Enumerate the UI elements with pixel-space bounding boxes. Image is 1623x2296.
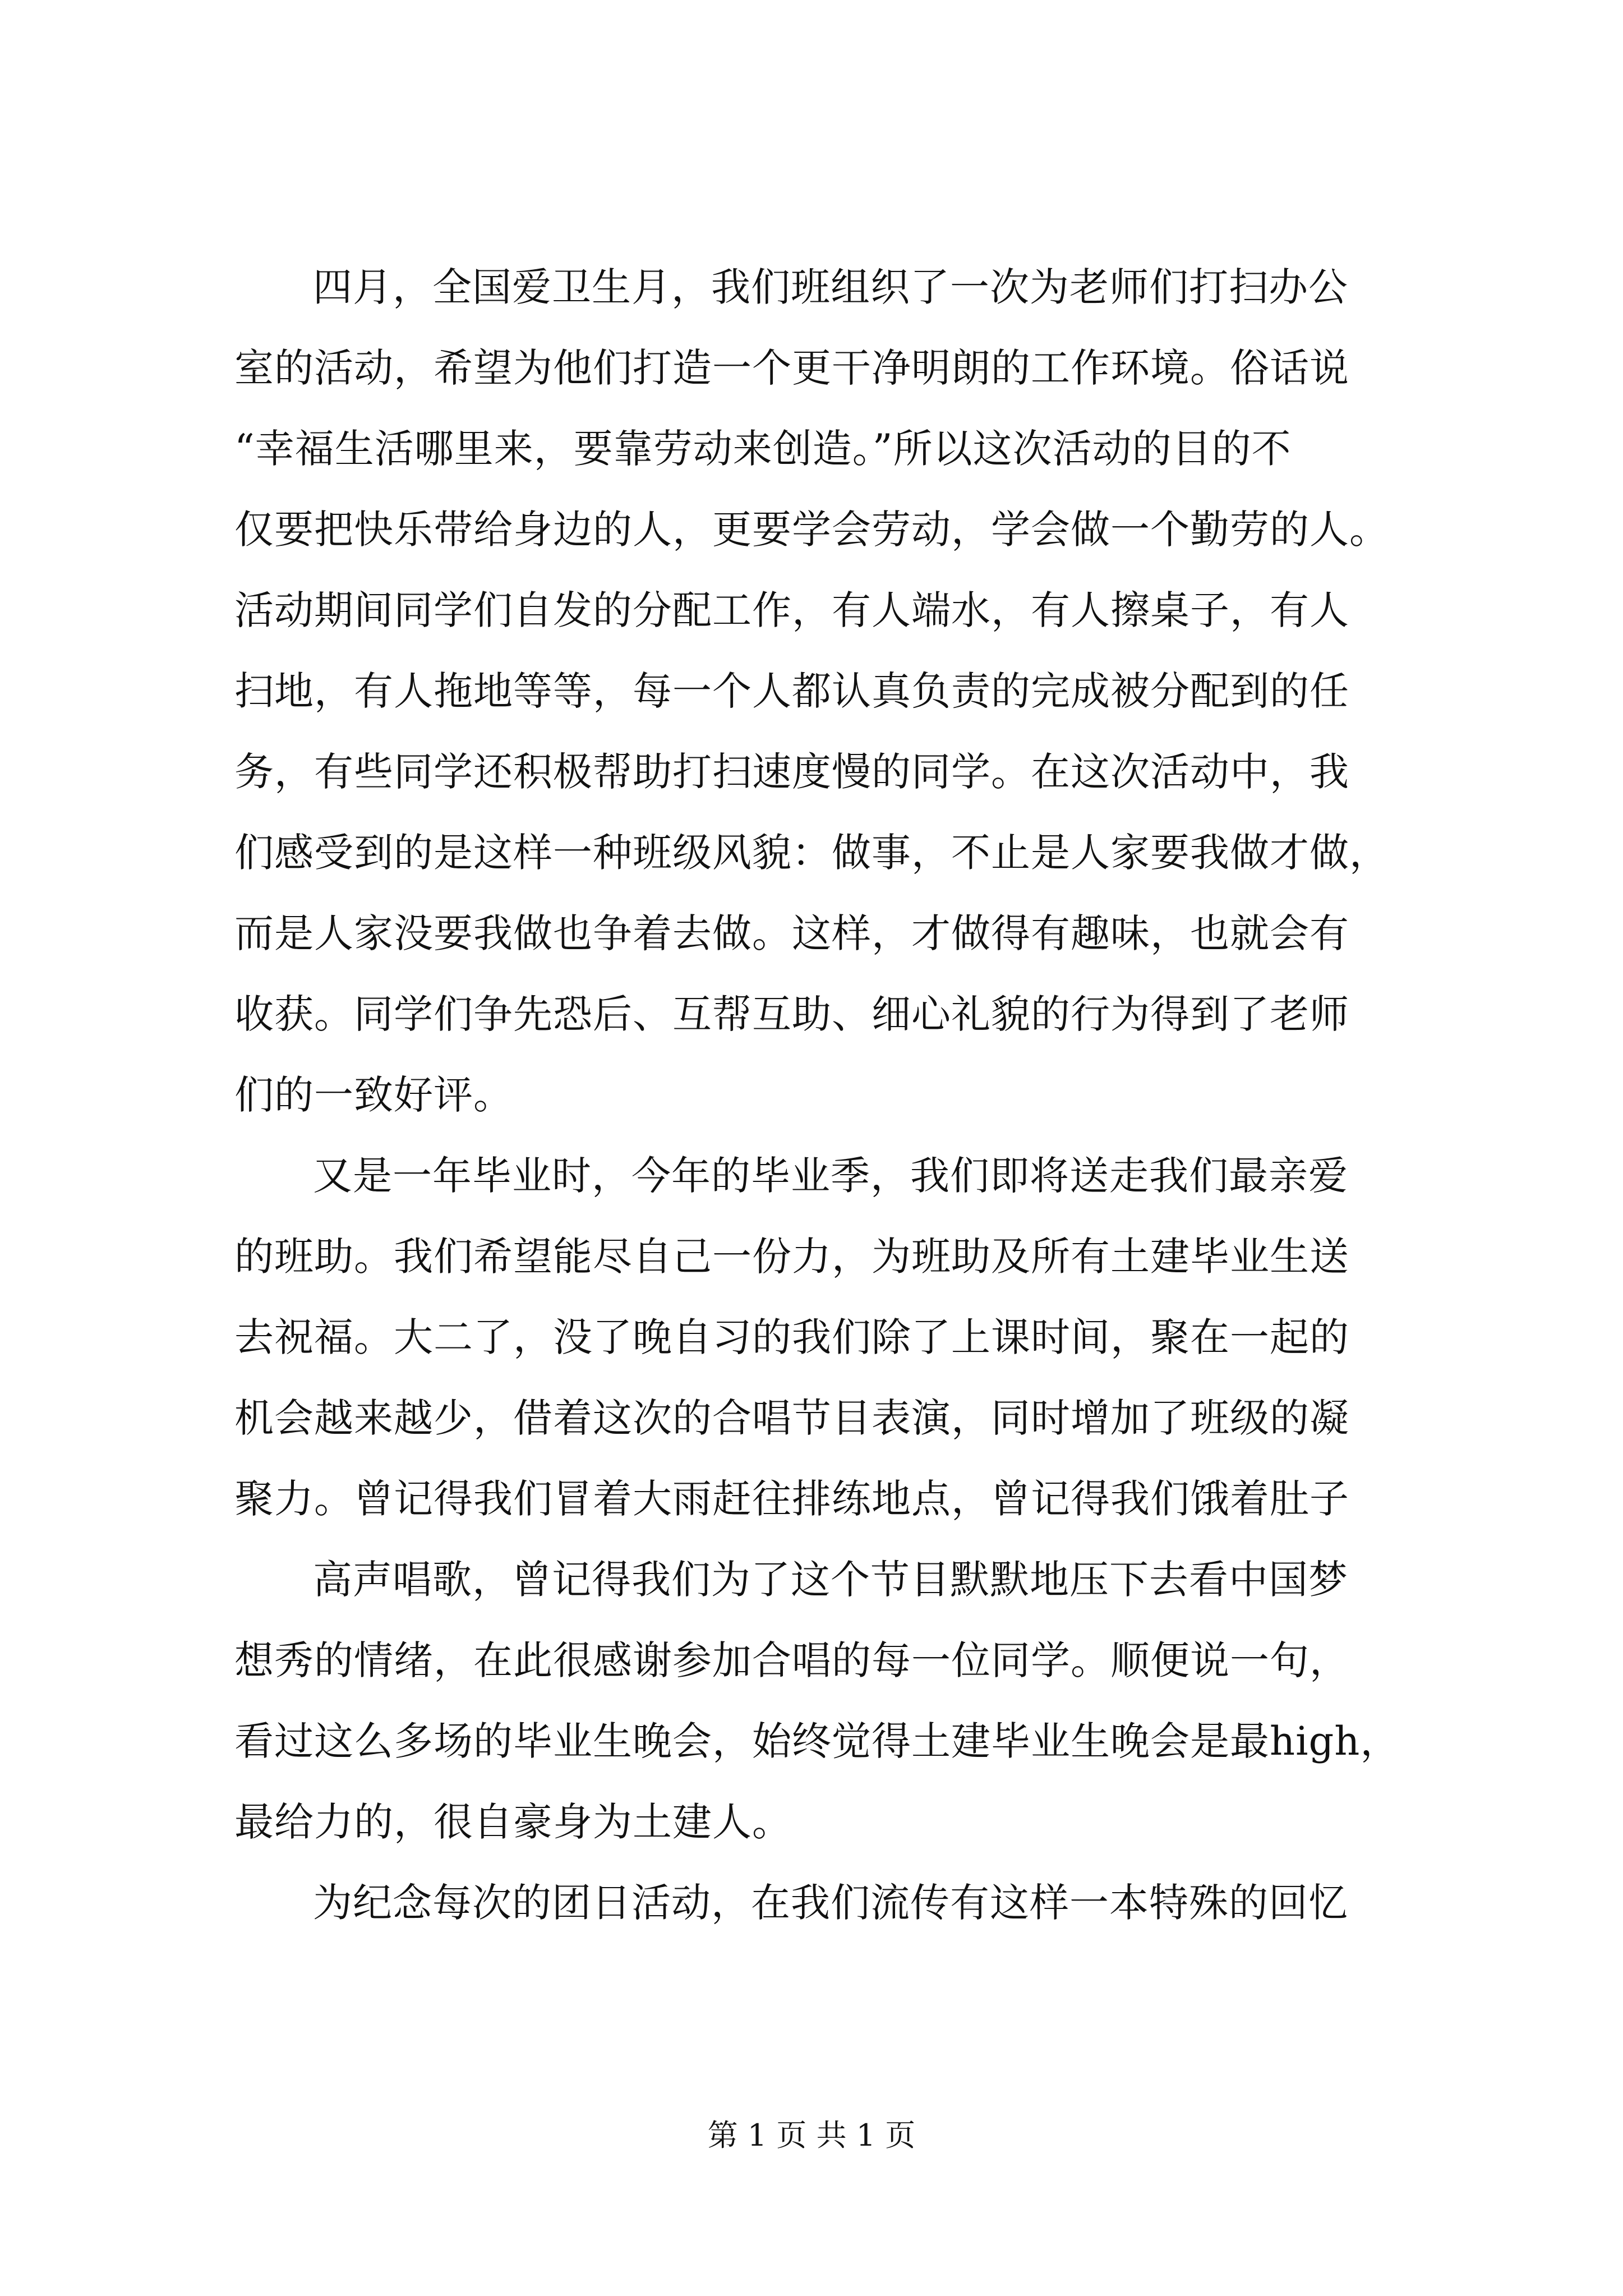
text-line: 仅要把快乐带给身边的人，更要学会劳动，学会做一个勤劳的人。: [234, 507, 1389, 553]
text-line: 想秀的情绪，在此很感谢参加合唱的每一位同学。顺便说一句，: [234, 1637, 1349, 1683]
text-line: 活动期间同学们自发的分配工作，有人端水，有人擦桌子，有人: [234, 587, 1349, 633]
text-line: 看过这么多场的毕业生晚会，始终觉得土建毕业生晚会是最high，: [234, 1718, 1400, 1764]
text-line: 的班助。我们希望能尽自己一份力，为班助及所有土建毕业生送: [234, 1234, 1349, 1280]
text-line: 最给力的，很自豪身为土建人。: [234, 1799, 792, 1845]
text-line: 收获。同学们争先恐后、互帮互助、细心礼貌的行为得到了老师: [234, 991, 1349, 1037]
text-line: 四月，全国爱卫生月，我们班组织了一次为老师们打扫办公: [313, 264, 1348, 310]
text-line: 机会越来越少，借着这次的合唱节目表演，同时增加了班级的凝: [234, 1395, 1349, 1441]
text-line: 务，有些同学还积极帮助打扫速度慢的同学。在这次活动中，我: [234, 749, 1349, 795]
text-line: 又是一年毕业时，今年的毕业季，我们即将送走我们最亲爱: [313, 1153, 1348, 1199]
text-line: 聚力。曾记得我们冒着大雨赶往排练地点，曾记得我们饿着肚子: [234, 1476, 1349, 1522]
paragraph-1: [234, 247, 1423, 1135]
document-body: [234, 247, 1423, 1943]
paragraph-3: [234, 1539, 1423, 1862]
paragraph-2: [234, 1135, 1423, 1539]
text-line: 室的活动，希望为他们打造一个更干净明朗的工作环境。俗话说: [234, 345, 1349, 391]
text-line: 而是人家没要我做也争着去做。这样，才做得有趣味，也就会有: [234, 910, 1349, 956]
text-line: 为纪念每次的团日活动，在我们流传有这样一本特殊的回忆: [313, 1880, 1348, 1926]
text-line: 们的一致好评。: [234, 1072, 513, 1118]
text-line: 高声唱歌，曾记得我们为了这个节目默默地压下去看中国梦: [313, 1557, 1348, 1603]
text-line: 们感受到的是这样一种班级风貌：做事，不止是人家要我做才做，: [234, 830, 1389, 876]
text-line: 去祝福。大二了，没了晚自习的我们除了上课时间，聚在一起的: [234, 1314, 1349, 1360]
page-number-label: 第 1 页 共 1 页: [707, 2118, 916, 2153]
page-footer: [0, 2116, 1623, 2155]
text-line: “幸福生活哪里来，要靠劳动来创造。”所以这次活动的目的不: [234, 426, 1292, 472]
text-line: 扫地，有人拖地等等，每一个人都认真负责的完成被分配到的任: [234, 668, 1349, 714]
paragraph-4: [234, 1862, 1423, 1943]
